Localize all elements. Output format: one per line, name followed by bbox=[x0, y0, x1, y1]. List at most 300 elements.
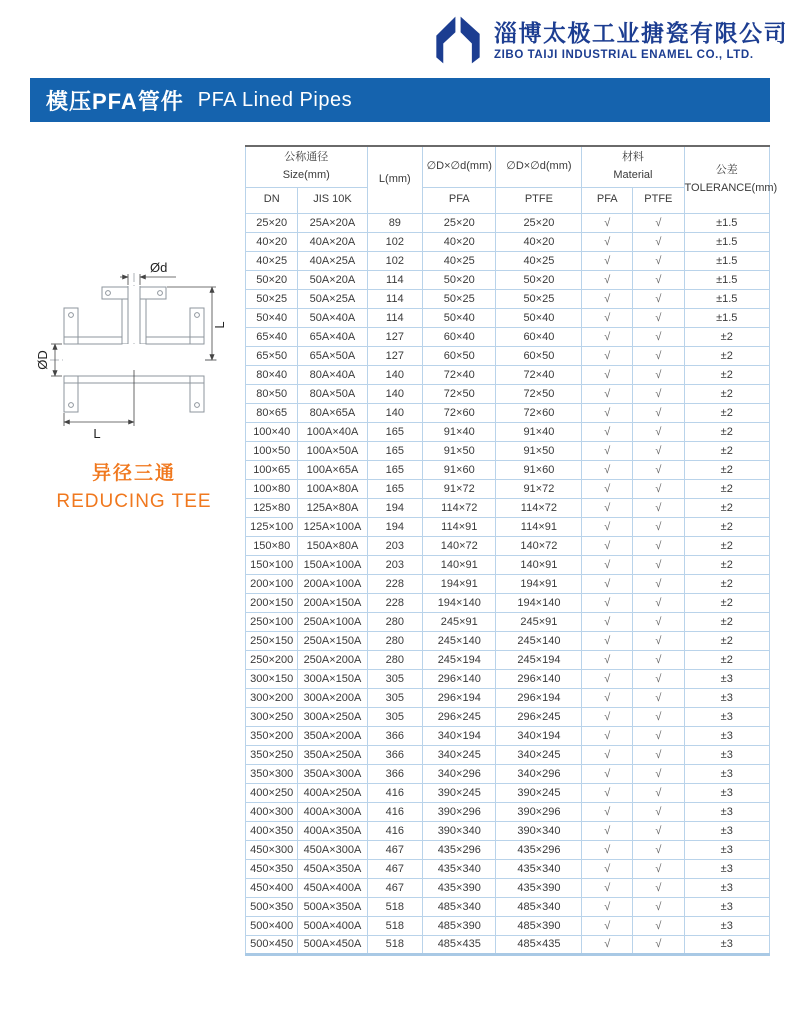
table-row bbox=[246, 422, 770, 441]
material-check-cell: √ bbox=[633, 802, 684, 821]
table-row bbox=[246, 460, 770, 479]
table-cell: ±3 bbox=[684, 916, 769, 935]
material-check-cell: √ bbox=[633, 213, 684, 232]
table-cell: 200A×150A bbox=[298, 593, 367, 612]
table-row bbox=[246, 669, 770, 688]
table-row bbox=[246, 650, 770, 669]
table-cell: ±3 bbox=[684, 821, 769, 840]
table-cell: ±2 bbox=[684, 384, 769, 403]
table-cell: 200A×100A bbox=[298, 574, 367, 593]
table-cell: ±2 bbox=[684, 403, 769, 422]
material-check-cell: √ bbox=[582, 593, 633, 612]
table-cell: ±3 bbox=[684, 897, 769, 916]
table-cell: 296×245 bbox=[423, 707, 496, 726]
material-check-cell: √ bbox=[633, 916, 684, 935]
figure-caption bbox=[30, 458, 238, 513]
table-cell: 91×60 bbox=[423, 460, 496, 479]
table-row bbox=[246, 802, 770, 821]
table-cell: 500×400 bbox=[246, 916, 298, 935]
table-cell: 165 bbox=[367, 422, 423, 441]
material-check-cell: √ bbox=[633, 289, 684, 308]
table-cell: 140 bbox=[367, 384, 423, 403]
table-cell: 114 bbox=[367, 308, 423, 327]
table-cell: ±3 bbox=[684, 764, 769, 783]
table-cell: 400×250 bbox=[246, 783, 298, 802]
table-cell: 250A×100A bbox=[298, 612, 367, 631]
table-cell: 340×296 bbox=[423, 764, 496, 783]
table-row bbox=[246, 688, 770, 707]
table-cell: 390×340 bbox=[423, 821, 496, 840]
material-check-cell: √ bbox=[633, 631, 684, 650]
material-check-cell: √ bbox=[582, 479, 633, 498]
table-cell: 25×20 bbox=[423, 213, 496, 232]
material-check-cell: √ bbox=[582, 631, 633, 650]
table-cell: ±3 bbox=[684, 859, 769, 878]
table-cell: 91×60 bbox=[496, 460, 582, 479]
table-cell: 485×390 bbox=[496, 916, 582, 935]
table-row bbox=[246, 365, 770, 384]
table-row bbox=[246, 783, 770, 802]
material-check-cell: √ bbox=[582, 802, 633, 821]
col-header-size-group: 公称通径 Size(mm) bbox=[246, 146, 368, 187]
material-check-cell: √ bbox=[633, 783, 684, 802]
table-cell: 80×50 bbox=[246, 384, 298, 403]
table-cell: 300A×200A bbox=[298, 688, 367, 707]
material-check-cell: √ bbox=[633, 517, 684, 536]
table-cell: 40A×25A bbox=[298, 251, 367, 270]
table-cell: 300A×250A bbox=[298, 707, 367, 726]
table-row bbox=[246, 270, 770, 289]
table-cell: 100×40 bbox=[246, 422, 298, 441]
table-cell: ±2 bbox=[684, 574, 769, 593]
table-cell: 500×450 bbox=[246, 935, 298, 954]
table-cell: 80×65 bbox=[246, 403, 298, 422]
table-cell: 366 bbox=[367, 764, 423, 783]
table-cell: 300A×150A bbox=[298, 669, 367, 688]
table-cell: 127 bbox=[367, 346, 423, 365]
table-cell: 194 bbox=[367, 517, 423, 536]
table-cell: 80A×65A bbox=[298, 403, 367, 422]
table-cell: 50A×40A bbox=[298, 308, 367, 327]
material-check-cell: √ bbox=[582, 270, 633, 289]
table-cell: 25×20 bbox=[246, 213, 298, 232]
table-cell: 114 bbox=[367, 270, 423, 289]
table-cell: 296×245 bbox=[496, 707, 582, 726]
col-header-dn: DN bbox=[246, 187, 298, 213]
material-check-cell: √ bbox=[633, 707, 684, 726]
table-cell: 340×194 bbox=[423, 726, 496, 745]
table-cell: 203 bbox=[367, 555, 423, 574]
material-check-cell: √ bbox=[633, 726, 684, 745]
table-cell: 50×25 bbox=[423, 289, 496, 308]
table-cell: ±3 bbox=[684, 840, 769, 859]
product-name-cn: 异径三通 bbox=[91, 463, 176, 484]
table-row bbox=[246, 346, 770, 365]
table-cell: 40×20 bbox=[423, 232, 496, 251]
material-check-cell: √ bbox=[582, 783, 633, 802]
table-cell: 114 bbox=[367, 289, 423, 308]
material-check-cell: √ bbox=[582, 726, 633, 745]
table-row bbox=[246, 327, 770, 346]
table-cell: 50×20 bbox=[423, 270, 496, 289]
col-header-l: L(mm) bbox=[367, 146, 423, 213]
material-check-cell: √ bbox=[582, 821, 633, 840]
table-cell: 165 bbox=[367, 460, 423, 479]
table-cell: 50A×25A bbox=[298, 289, 367, 308]
table-cell: 450A×400A bbox=[298, 878, 367, 897]
col-header-jis: JIS 10K bbox=[298, 187, 367, 213]
material-check-cell: √ bbox=[582, 422, 633, 441]
table-cell: 200×150 bbox=[246, 593, 298, 612]
table-row bbox=[246, 764, 770, 783]
material-check-cell: √ bbox=[633, 232, 684, 251]
table-cell: 366 bbox=[367, 745, 423, 764]
table-cell: 450×300 bbox=[246, 840, 298, 859]
material-check-cell: √ bbox=[633, 574, 684, 593]
material-check-cell: √ bbox=[633, 422, 684, 441]
table-row bbox=[246, 726, 770, 745]
table-cell: 416 bbox=[367, 821, 423, 840]
material-check-cell: √ bbox=[582, 308, 633, 327]
table-cell: 300×150 bbox=[246, 669, 298, 688]
material-check-cell: √ bbox=[633, 821, 684, 840]
table-cell: 305 bbox=[367, 707, 423, 726]
table-cell: 416 bbox=[367, 783, 423, 802]
table-cell: 100×50 bbox=[246, 441, 298, 460]
dim-label-main-diameter: ØD bbox=[35, 350, 50, 370]
spec-table-head bbox=[246, 146, 778, 213]
dim-label-length-bottom: L bbox=[93, 426, 101, 440]
table-row bbox=[246, 916, 770, 935]
table-row bbox=[246, 612, 770, 631]
table-cell: ±3 bbox=[684, 878, 769, 897]
table-cell: 150×80 bbox=[246, 536, 298, 555]
table-cell: 350×200 bbox=[246, 726, 298, 745]
material-check-cell: √ bbox=[633, 270, 684, 289]
col-header-pfa-sub: PFA bbox=[423, 187, 496, 213]
material-check-cell: √ bbox=[582, 536, 633, 555]
table-cell: 390×340 bbox=[496, 821, 582, 840]
table-cell: 125A×80A bbox=[298, 498, 367, 517]
material-check-cell: √ bbox=[633, 384, 684, 403]
table-cell: 350×250 bbox=[246, 745, 298, 764]
table-cell: 485×340 bbox=[423, 897, 496, 916]
table-column bbox=[245, 145, 778, 956]
material-check-cell: √ bbox=[633, 859, 684, 878]
table-cell: ±3 bbox=[684, 688, 769, 707]
table-row bbox=[246, 840, 770, 859]
table-row bbox=[246, 935, 770, 954]
reducing-tee-diagram bbox=[34, 245, 234, 440]
table-cell: ±2 bbox=[684, 650, 769, 669]
dim-label-length-right: L bbox=[212, 321, 227, 329]
table-cell: 435×390 bbox=[423, 878, 496, 897]
table-cell: 450A×350A bbox=[298, 859, 367, 878]
table-cell: ±2 bbox=[684, 593, 769, 612]
table-cell: 296×194 bbox=[423, 688, 496, 707]
table-cell: 72×60 bbox=[496, 403, 582, 422]
spec-table bbox=[245, 145, 778, 956]
table-cell: 400×350 bbox=[246, 821, 298, 840]
material-check-cell: √ bbox=[633, 669, 684, 688]
table-row bbox=[246, 384, 770, 403]
table-cell: ±2 bbox=[684, 479, 769, 498]
table-cell: 50×25 bbox=[246, 289, 298, 308]
material-check-cell: √ bbox=[582, 669, 633, 688]
table-cell: 500×350 bbox=[246, 897, 298, 916]
table-cell: 250×100 bbox=[246, 612, 298, 631]
table-cell: 203 bbox=[367, 536, 423, 555]
material-check-cell: √ bbox=[633, 479, 684, 498]
table-cell: 65×40 bbox=[246, 327, 298, 346]
table-cell: 194×140 bbox=[496, 593, 582, 612]
table-cell: 500A×350A bbox=[298, 897, 367, 916]
table-cell: ±1.5 bbox=[684, 270, 769, 289]
table-row bbox=[246, 232, 770, 251]
content-area bbox=[0, 122, 800, 956]
material-check-cell: √ bbox=[633, 441, 684, 460]
table-cell: ±1.5 bbox=[684, 308, 769, 327]
table-cell: 80A×50A bbox=[298, 384, 367, 403]
table-cell: 400A×350A bbox=[298, 821, 367, 840]
table-cell: 245×91 bbox=[496, 612, 582, 631]
table-cell: 25×20 bbox=[496, 213, 582, 232]
material-check-cell: √ bbox=[633, 612, 684, 631]
table-row bbox=[246, 403, 770, 422]
material-check-cell: √ bbox=[582, 327, 633, 346]
table-cell: 40×25 bbox=[246, 251, 298, 270]
section-title-bar bbox=[30, 78, 770, 122]
table-cell: 467 bbox=[367, 878, 423, 897]
table-cell: 40×25 bbox=[496, 251, 582, 270]
material-check-cell: √ bbox=[582, 764, 633, 783]
table-cell: 194×91 bbox=[423, 574, 496, 593]
material-check-cell: √ bbox=[582, 403, 633, 422]
dim-label-branch-diameter: Ød bbox=[150, 260, 168, 275]
material-check-cell: √ bbox=[582, 289, 633, 308]
material-check-cell: √ bbox=[582, 878, 633, 897]
table-cell: 340×245 bbox=[496, 745, 582, 764]
table-cell: 127 bbox=[367, 327, 423, 346]
page-header bbox=[0, 0, 800, 66]
table-cell: 340×245 bbox=[423, 745, 496, 764]
table-cell: 25A×20A bbox=[298, 213, 367, 232]
material-check-cell: √ bbox=[633, 327, 684, 346]
table-row bbox=[246, 555, 770, 574]
table-cell: 280 bbox=[367, 631, 423, 650]
table-cell: ±1.5 bbox=[684, 289, 769, 308]
table-cell: 91×50 bbox=[423, 441, 496, 460]
table-cell: ±2 bbox=[684, 631, 769, 650]
material-check-cell: √ bbox=[633, 878, 684, 897]
table-row bbox=[246, 821, 770, 840]
table-cell: 50×20 bbox=[246, 270, 298, 289]
table-cell: 485×340 bbox=[496, 897, 582, 916]
material-check-cell: √ bbox=[582, 745, 633, 764]
material-check-cell: √ bbox=[633, 764, 684, 783]
material-check-cell: √ bbox=[633, 365, 684, 384]
table-cell: 400A×250A bbox=[298, 783, 367, 802]
table-cell: 65×50 bbox=[246, 346, 298, 365]
table-cell: 467 bbox=[367, 859, 423, 878]
table-cell: ±3 bbox=[684, 783, 769, 802]
table-cell: 194×91 bbox=[496, 574, 582, 593]
table-cell: 390×245 bbox=[423, 783, 496, 802]
table-cell: ±1.5 bbox=[684, 251, 769, 270]
table-cell: 485×435 bbox=[496, 935, 582, 954]
table-cell: 435×390 bbox=[496, 878, 582, 897]
table-cell: 450×350 bbox=[246, 859, 298, 878]
table-row bbox=[246, 479, 770, 498]
material-check-cell: √ bbox=[582, 498, 633, 517]
table-cell: 245×91 bbox=[423, 612, 496, 631]
table-cell: 400×300 bbox=[246, 802, 298, 821]
table-row bbox=[246, 897, 770, 916]
table-row bbox=[246, 517, 770, 536]
material-check-cell: √ bbox=[633, 536, 684, 555]
table-row bbox=[246, 289, 770, 308]
material-check-cell: √ bbox=[582, 574, 633, 593]
table-cell: 140 bbox=[367, 403, 423, 422]
table-cell: 250×200 bbox=[246, 650, 298, 669]
table-cell: 350A×250A bbox=[298, 745, 367, 764]
company-logo-icon bbox=[432, 14, 484, 66]
col-header-dims-pfa: ∅D×∅d(mm) bbox=[423, 146, 496, 187]
table-cell: 50×40 bbox=[496, 308, 582, 327]
table-cell: 435×296 bbox=[423, 840, 496, 859]
table-row bbox=[246, 707, 770, 726]
table-cell: ±2 bbox=[684, 365, 769, 384]
table-row bbox=[246, 745, 770, 764]
table-cell: 467 bbox=[367, 840, 423, 859]
table-cell: 450A×300A bbox=[298, 840, 367, 859]
table-cell: 245×140 bbox=[496, 631, 582, 650]
table-cell: 366 bbox=[367, 726, 423, 745]
table-cell: 91×72 bbox=[496, 479, 582, 498]
table-cell: 350×300 bbox=[246, 764, 298, 783]
material-check-cell: √ bbox=[582, 251, 633, 270]
table-cell: 280 bbox=[367, 612, 423, 631]
table-cell: 435×340 bbox=[423, 859, 496, 878]
material-check-cell: √ bbox=[633, 346, 684, 365]
material-check-cell: √ bbox=[633, 650, 684, 669]
material-check-cell: √ bbox=[633, 688, 684, 707]
table-row bbox=[246, 593, 770, 612]
table-cell: 40A×20A bbox=[298, 232, 367, 251]
table-cell: 91×40 bbox=[423, 422, 496, 441]
company-name-en: ZIBO TAIJI INDUSTRIAL ENAMEL CO., LTD. bbox=[494, 49, 754, 62]
section-title-en: PFA Lined Pipes bbox=[197, 88, 353, 111]
table-row bbox=[246, 631, 770, 650]
material-check-cell: √ bbox=[582, 441, 633, 460]
material-check-cell: √ bbox=[582, 840, 633, 859]
table-cell: ±3 bbox=[684, 802, 769, 821]
table-cell: 300×200 bbox=[246, 688, 298, 707]
table-cell: ±2 bbox=[684, 422, 769, 441]
table-cell: 150A×80A bbox=[298, 536, 367, 555]
table-cell: ±1.5 bbox=[684, 213, 769, 232]
table-cell: 72×40 bbox=[496, 365, 582, 384]
material-check-cell: √ bbox=[582, 707, 633, 726]
company-name-block bbox=[494, 19, 788, 62]
col-header-dims-ptfe: ∅D×∅d(mm) bbox=[496, 146, 582, 187]
table-cell: ±1.5 bbox=[684, 232, 769, 251]
table-cell: 518 bbox=[367, 916, 423, 935]
table-cell: 340×194 bbox=[496, 726, 582, 745]
table-cell: 140×72 bbox=[496, 536, 582, 555]
figure-column bbox=[30, 122, 238, 513]
table-cell: 91×40 bbox=[496, 422, 582, 441]
table-cell: 296×140 bbox=[423, 669, 496, 688]
table-cell: 416 bbox=[367, 802, 423, 821]
material-check-cell: √ bbox=[633, 897, 684, 916]
table-cell: 150×100 bbox=[246, 555, 298, 574]
table-cell: 91×50 bbox=[496, 441, 582, 460]
table-cell: ±3 bbox=[684, 707, 769, 726]
table-cell: ±2 bbox=[684, 346, 769, 365]
table-cell: ±2 bbox=[684, 517, 769, 536]
material-check-cell: √ bbox=[582, 612, 633, 631]
material-check-cell: √ bbox=[582, 650, 633, 669]
table-cell: 305 bbox=[367, 669, 423, 688]
material-check-cell: √ bbox=[582, 897, 633, 916]
col-header-mat-ptfe: PTFE bbox=[633, 187, 684, 213]
table-cell: 125A×100A bbox=[298, 517, 367, 536]
table-cell: 165 bbox=[367, 479, 423, 498]
material-check-cell: √ bbox=[582, 213, 633, 232]
table-cell: 91×72 bbox=[423, 479, 496, 498]
material-check-cell: √ bbox=[633, 308, 684, 327]
table-cell: 114×91 bbox=[496, 517, 582, 536]
col-header-material-group: 材料 Material bbox=[582, 146, 684, 187]
table-cell: 518 bbox=[367, 935, 423, 954]
table-cell: ±3 bbox=[684, 745, 769, 764]
table-cell: 500A×400A bbox=[298, 916, 367, 935]
table-cell: 40×20 bbox=[496, 232, 582, 251]
table-cell: 50×20 bbox=[496, 270, 582, 289]
material-check-cell: √ bbox=[582, 365, 633, 384]
table-cell: 72×50 bbox=[496, 384, 582, 403]
table-cell: 350A×300A bbox=[298, 764, 367, 783]
table-cell: 114×91 bbox=[423, 517, 496, 536]
table-cell: 80A×40A bbox=[298, 365, 367, 384]
section-title-cn: 模压PFA管件 bbox=[46, 88, 184, 114]
table-cell: ±2 bbox=[684, 536, 769, 555]
table-cell: 435×296 bbox=[496, 840, 582, 859]
table-cell: 89 bbox=[367, 213, 423, 232]
table-cell: 100A×50A bbox=[298, 441, 367, 460]
material-check-cell: √ bbox=[582, 859, 633, 878]
table-cell: ±2 bbox=[684, 555, 769, 574]
table-row bbox=[246, 441, 770, 460]
material-check-cell: √ bbox=[582, 688, 633, 707]
material-check-cell: √ bbox=[633, 935, 684, 954]
table-cell: ±3 bbox=[684, 669, 769, 688]
table-cell: 245×140 bbox=[423, 631, 496, 650]
table-cell: 400A×300A bbox=[298, 802, 367, 821]
table-cell: 194×140 bbox=[423, 593, 496, 612]
material-check-cell: √ bbox=[633, 460, 684, 479]
table-cell: 296×140 bbox=[496, 669, 582, 688]
table-cell: ±2 bbox=[684, 327, 769, 346]
table-cell: 102 bbox=[367, 232, 423, 251]
table-cell: 228 bbox=[367, 574, 423, 593]
table-cell: 60×50 bbox=[496, 346, 582, 365]
table-cell: 114×72 bbox=[423, 498, 496, 517]
table-cell: 500A×450A bbox=[298, 935, 367, 954]
table-cell: 140×91 bbox=[496, 555, 582, 574]
material-check-cell: √ bbox=[633, 840, 684, 859]
